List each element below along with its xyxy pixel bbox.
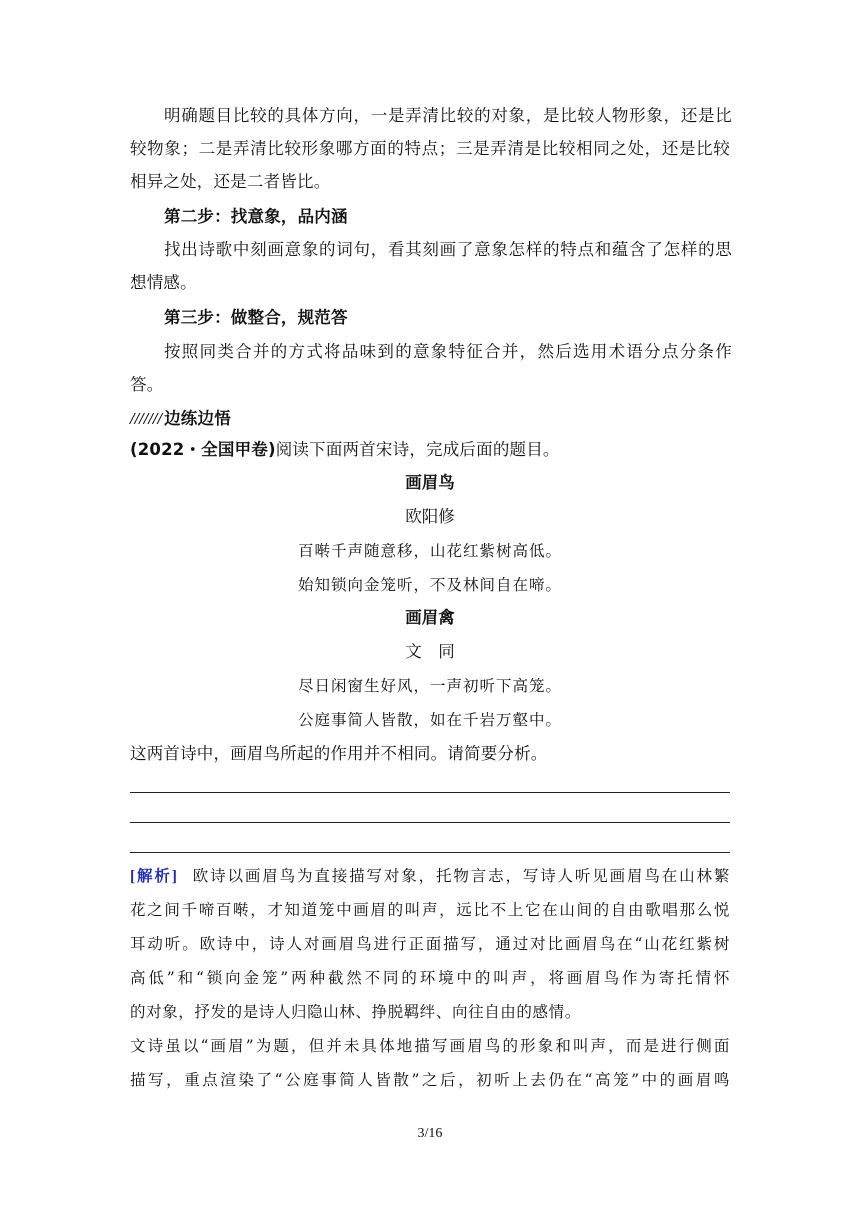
method-paragraph-line: 相异之处，还是二者皆比。 [130,172,331,191]
poem1-line: 始知锁向金笼听，不及林间自在啼。 [297,576,562,594]
step3-paragraph-line: 按照同类合并的方式将品味到的意象特征合并，然后选用术语分点分条作 [164,342,732,361]
poem2-title: 画眉禽 [405,608,455,627]
answer-line [130,792,730,793]
slash-marks: /////// [130,409,163,428]
step2-heading: 第二步：找意象，品内涵 [164,207,348,226]
page-number: 3/16 [417,1126,443,1141]
step2-paragraph-line: 想情感。 [130,273,197,292]
question-text: 这两首诗中，画眉鸟所起的作用并不相同。请简要分析。 [130,744,548,763]
step2-paragraph-line: 找出诗歌中刻画意象的词句，看其刻画了意象怎样的特点和蕴含了怎样的思 [164,240,732,259]
answer-line [130,822,730,823]
step3-paragraph-line: 答。 [130,375,164,394]
method-paragraph-line: 明确题目比较的具体方向，一是弄清比较的对象，是比较人物形象，还是比 [164,106,732,125]
poem2-line: 尽日闲窗生好风，一声初听下高笼。 [297,677,562,695]
question-source: (2022・全国甲卷) [130,440,276,459]
poem2-author: 文 同 [405,642,455,661]
method-paragraph-line: 较物象；二是弄清比较形象哪方面的特点；三是弄清是比较相同之处，还是比较 [130,139,730,158]
analysis-line: 高低”和“锁向金笼”两种截然不同的环境中的叫声，将画眉鸟作为寄托情怀 [130,969,730,987]
analysis-line: 描写，重点渲染了“公庭事简人皆散”之后，初听上去仍在“高笼”中的画眉鸣 [130,1071,730,1089]
poem1-title: 画眉鸟 [405,473,455,492]
analysis-text: 欧诗以画眉鸟为直接描写对象，托物言志，写诗人听见画眉鸟在山林繁 [191,867,730,885]
analysis-line: 耳动听。欧诗中，诗人对画眉鸟进行正面描写，通过对比画眉鸟在“山花红紫树 [130,935,730,953]
step3-heading: 第三步：做整合，规范答 [164,308,348,327]
question-intro [130,438,560,462]
practice-heading [130,407,231,431]
analysis-label: [解析] [130,868,178,885]
practice-heading-label: 边练边悟 [164,409,231,428]
question-intro-text: 阅读下面两首宋诗，完成后面的题目。 [275,440,560,459]
analysis-line: 文诗虽以“画眉”为题，但并未具体地描写画眉鸟的形象和叫声，而是进行侧面 [130,1037,730,1055]
answer-line [130,852,730,853]
poem1-author: 欧阳修 [405,507,455,526]
poem1-line: 百啭千声随意移，山花红紫树高低。 [297,542,562,560]
analysis-line [130,864,730,889]
analysis-line: 的对象，抒发的是诗人归隐山林、挣脱羁绊、向往自由的感情。 [130,1003,581,1021]
analysis-line: 花之间千啼百啭，才知道笼中画眉的叫声，远比不上它在山间的自由歌唱那么悦 [130,901,730,919]
poem2-line: 公庭事简人皆散，如在千岩万壑中。 [297,711,562,729]
